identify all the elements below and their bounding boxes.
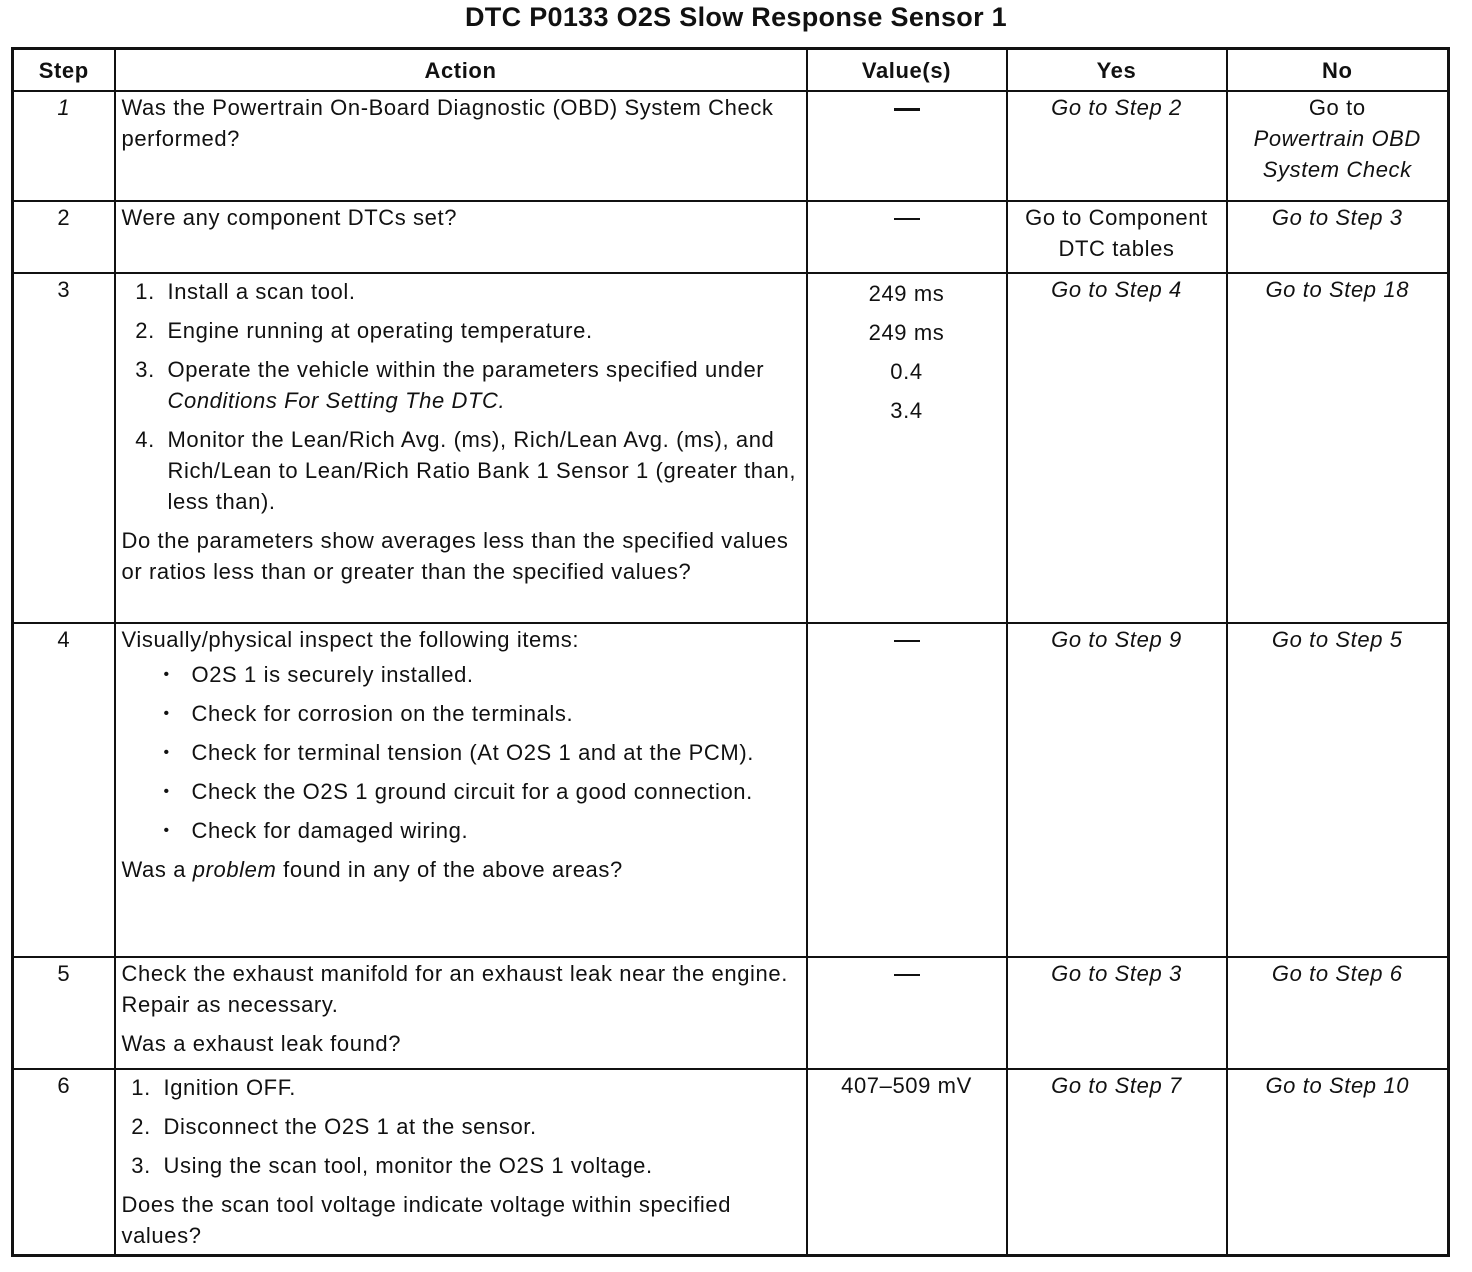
value-voltage-range: 407–509 mV — [807, 1069, 1007, 1255]
action-step: 4. Monitor the Lean/Rich Avg. (ms), Rich/Lean Avg. (ms), and Rich/Lean to Lean/Rich Ratio Bank 1 Sensor 1 (greater than, less than). — [162, 424, 800, 517]
values-cell — [807, 91, 1007, 201]
action-text: Were any component DTCs set? — [121, 205, 458, 230]
step-number: 3 — [13, 273, 115, 623]
yes-cell: Go to Step 3 — [1007, 957, 1227, 1069]
inspection-list — [122, 659, 800, 846]
action-steps — [122, 1072, 800, 1181]
action-cell — [115, 957, 807, 1069]
no-link: Powertrain OBD System Check — [1253, 126, 1421, 182]
no-text: Go to — [1308, 95, 1366, 120]
header-action: Action — [115, 49, 807, 92]
action-text: Was the Powertrain On-Board Diagnostic (OBD) System Check performed? — [121, 95, 774, 151]
value-ratio-max: 3.4 — [890, 398, 923, 423]
value-lean-rich-avg: 249 ms — [868, 281, 945, 306]
value-dash — [894, 218, 920, 220]
action-step: 2. Disconnect the O2S 1 at the sensor. — [158, 1111, 800, 1142]
value-dash — [894, 640, 920, 642]
step-number: 4 — [13, 623, 115, 957]
action-steps — [122, 276, 800, 517]
no-cell: Go to Step 3 — [1227, 201, 1449, 273]
header-yes: Yes — [1007, 49, 1227, 92]
table-row — [13, 623, 1449, 957]
values-cell — [807, 623, 1007, 957]
inspection-item: • O2S 1 is securely installed. — [192, 659, 800, 690]
diagnostic-table — [11, 47, 1450, 1257]
values-cell — [807, 957, 1007, 1069]
action-question: Do the parameters show averages less than the specified values or ratios less than or greater than the specified values? — [121, 528, 789, 584]
action-question: Does the scan tool voltage indicate voltage within specified values? — [121, 1192, 732, 1248]
yes-cell: Go to Step 4 — [1007, 273, 1227, 623]
header-row — [13, 49, 1449, 92]
value-ratio-min: 0.4 — [890, 359, 923, 384]
yes-cell: Go to Step 9 — [1007, 623, 1227, 957]
action-intro: Visually/physical inspect the following items: — [121, 627, 580, 652]
table-row — [13, 91, 1449, 201]
yes-cell: Go to Step 2 — [1007, 91, 1227, 201]
no-cell: Go to Step 10 — [1227, 1069, 1449, 1255]
action-cell — [115, 273, 807, 623]
action-text: Check the exhaust manifold for an exhaust leak near the engine. Repair as necessary. — [121, 961, 788, 1017]
action-cell — [115, 1069, 807, 1255]
action-step: 3. Operate the vehicle within the parameters specified under Conditions For Setting The DTC. — [162, 354, 800, 416]
header-no: No — [1227, 49, 1449, 92]
table-row — [13, 273, 1449, 623]
action-cell — [115, 91, 807, 201]
page-title: DTC P0133 O2S Slow Response Sensor 1 — [465, 2, 1007, 32]
step-number: 5 — [13, 957, 115, 1069]
inspection-item: • Check for terminal tension (At O2S 1 and at the PCM). — [192, 737, 800, 768]
no-cell — [1227, 91, 1449, 201]
values-cell — [807, 201, 1007, 273]
values-cell — [807, 273, 1007, 623]
step-number: 1 — [13, 91, 115, 201]
value-rich-lean-avg: 249 ms — [868, 320, 945, 345]
table-row — [13, 1069, 1449, 1255]
table-row — [13, 957, 1449, 1069]
value-dash — [894, 108, 920, 111]
action-step: 3. Using the scan tool, monitor the O2S 1 voltage. — [158, 1150, 800, 1181]
inspection-item: • Check the O2S 1 ground circuit for a good connection. — [192, 776, 800, 807]
value-dash — [894, 974, 920, 976]
action-step: 2. Engine running at operating temperature. — [162, 315, 800, 346]
yes-cell: Go to Step 7 — [1007, 1069, 1227, 1255]
header-step: Step — [13, 49, 115, 92]
action-question: Was a exhaust leak found? — [121, 1031, 402, 1056]
conditions-reference: Conditions For Setting The DTC. — [167, 388, 506, 413]
step-number: 2 — [13, 201, 115, 273]
no-cell: Go to Step 5 — [1227, 623, 1449, 957]
step-number: 6 — [13, 1069, 115, 1255]
action-question: Was a problem found in any of the above areas? — [121, 857, 623, 882]
action-cell — [115, 623, 807, 957]
inspection-item: • Check for damaged wiring. — [192, 815, 800, 846]
action-step: 1. Ignition OFF. — [158, 1072, 800, 1103]
yes-cell: Go to Component DTC tables — [1007, 201, 1227, 273]
no-cell: Go to Step 6 — [1227, 957, 1449, 1069]
action-cell — [115, 201, 807, 273]
no-cell: Go to Step 18 — [1227, 273, 1449, 623]
table-row — [13, 201, 1449, 273]
inspection-item: • Check for corrosion on the terminals. — [192, 698, 800, 729]
header-values: Value(s) — [807, 49, 1007, 92]
action-step: 1. Install a scan tool. — [162, 276, 800, 307]
